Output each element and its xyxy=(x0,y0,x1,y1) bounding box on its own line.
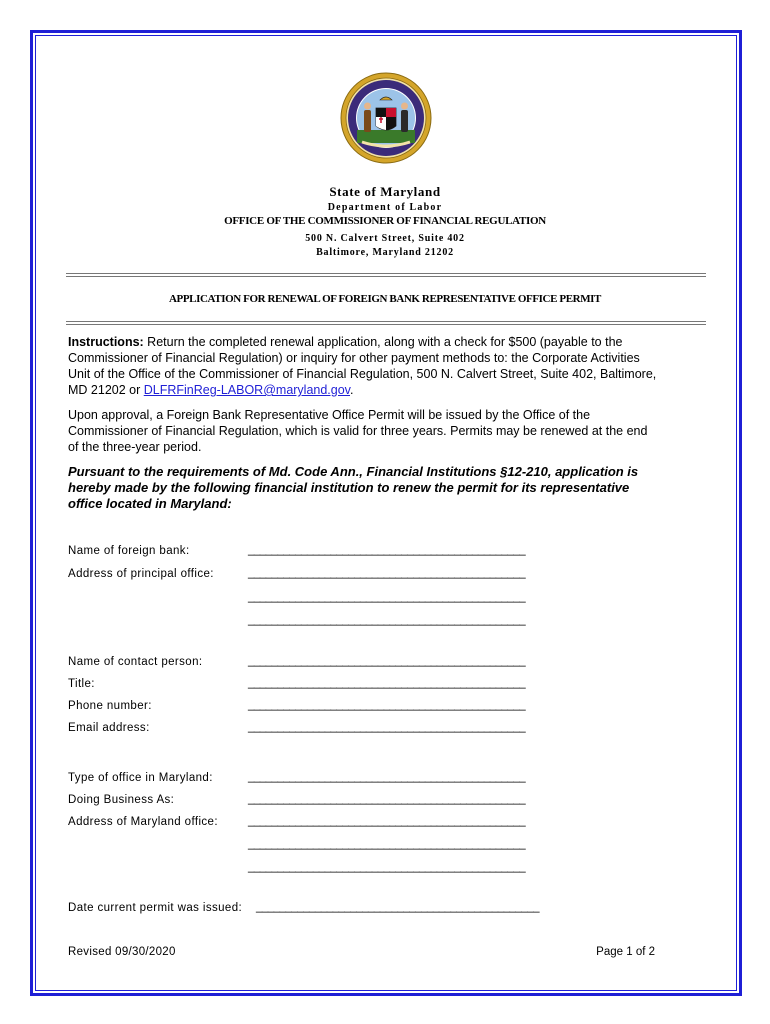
instructions-text: Return the completed renewal application, along with a check for $500 (payable to the Commissioner of Financial Regulation) or inquiry for other payment methods to: the Corporate Activities Unit of the Office of the Commissioner of Financial Regulation, 500 N. Calvert Street, Suite 402, Baltimore, MD 21202 or xyxy=(68,335,657,397)
bank-name-label: Name of foreign bank: xyxy=(68,545,190,557)
principal-address-field-2[interactable]: _______________________________________________ xyxy=(248,591,526,603)
instructions-paragraph xyxy=(68,334,658,398)
title-field[interactable]: _______________________________________________ xyxy=(248,677,526,689)
page-number: Page 1 of 2 xyxy=(596,946,655,958)
md-address-field-1[interactable]: _______________________________________________ xyxy=(248,815,526,827)
permit-date-label: Date current permit was issued: xyxy=(68,902,243,914)
divider-bottom xyxy=(66,321,706,325)
principal-address-label: Address of principal office: xyxy=(68,568,214,580)
principal-address-field-3[interactable]: _______________________________________________ xyxy=(248,614,526,626)
permit-date-field[interactable]: ________________________________________________ xyxy=(256,901,539,913)
application-title: APPLICATION FOR RENEWAL OF FOREIGN BANK REPRESENTATIVE OFFICE PERMIT xyxy=(169,293,601,305)
md-address-field-2[interactable]: _______________________________________________ xyxy=(248,838,526,850)
email-label: Email address: xyxy=(68,722,150,734)
contact-name-label: Name of contact person: xyxy=(68,656,203,668)
instructions-end: . xyxy=(350,383,354,397)
title-label: Title: xyxy=(68,678,95,690)
dba-field[interactable]: _______________________________________________ xyxy=(248,793,526,805)
approval-paragraph: Upon approval, a Foreign Bank Representative Office Permit will be issued by the Office of the Commissioner of Financial Regulation, which is valid for three years. Permits may be renewed at the end of the three-year period. xyxy=(68,408,648,454)
md-address-field-3[interactable]: _______________________________________________ xyxy=(248,861,526,873)
principal-address-field-1[interactable]: _______________________________________________ xyxy=(248,567,526,579)
md-address-label: Address of Maryland office: xyxy=(68,816,218,828)
state-name: State of Maryland xyxy=(329,184,441,199)
revised-date: Revised 09/30/2020 xyxy=(68,946,176,958)
office-type-label: Type of office in Maryland: xyxy=(68,772,213,784)
department-name: Department of Labor xyxy=(327,202,443,213)
maryland-seal-icon xyxy=(340,72,432,164)
phone-field[interactable]: _______________________________________________ xyxy=(248,699,526,711)
instructions-label: Instructions: xyxy=(68,335,144,349)
dba-label: Doing Business As: xyxy=(68,794,175,806)
office-type-field[interactable]: _______________________________________________ xyxy=(248,771,526,783)
divider-top xyxy=(66,273,706,277)
email-field[interactable]: _______________________________________________ xyxy=(248,721,526,733)
office-street: 500 N. Calvert Street, Suite 402 xyxy=(305,233,465,244)
pursuant-paragraph: Pursuant to the requirements of Md. Code Ann., Financial Institutions §12-210, application is hereby made by the following financial institution to renew the permit for its representative office located in Maryland: xyxy=(68,464,639,511)
bank-name-field[interactable]: _______________________________________________ xyxy=(248,544,526,556)
email-link[interactable]: DLFRFinReg-LABOR@maryland.gov xyxy=(143,383,351,397)
phone-label: Phone number: xyxy=(68,700,152,712)
office-city: Baltimore, Maryland 21202 xyxy=(316,247,454,258)
contact-name-field[interactable]: _______________________________________________ xyxy=(248,655,526,667)
office-name: OFFICE OF THE COMMISSIONER OF FINANCIAL REGULATION xyxy=(224,215,546,227)
